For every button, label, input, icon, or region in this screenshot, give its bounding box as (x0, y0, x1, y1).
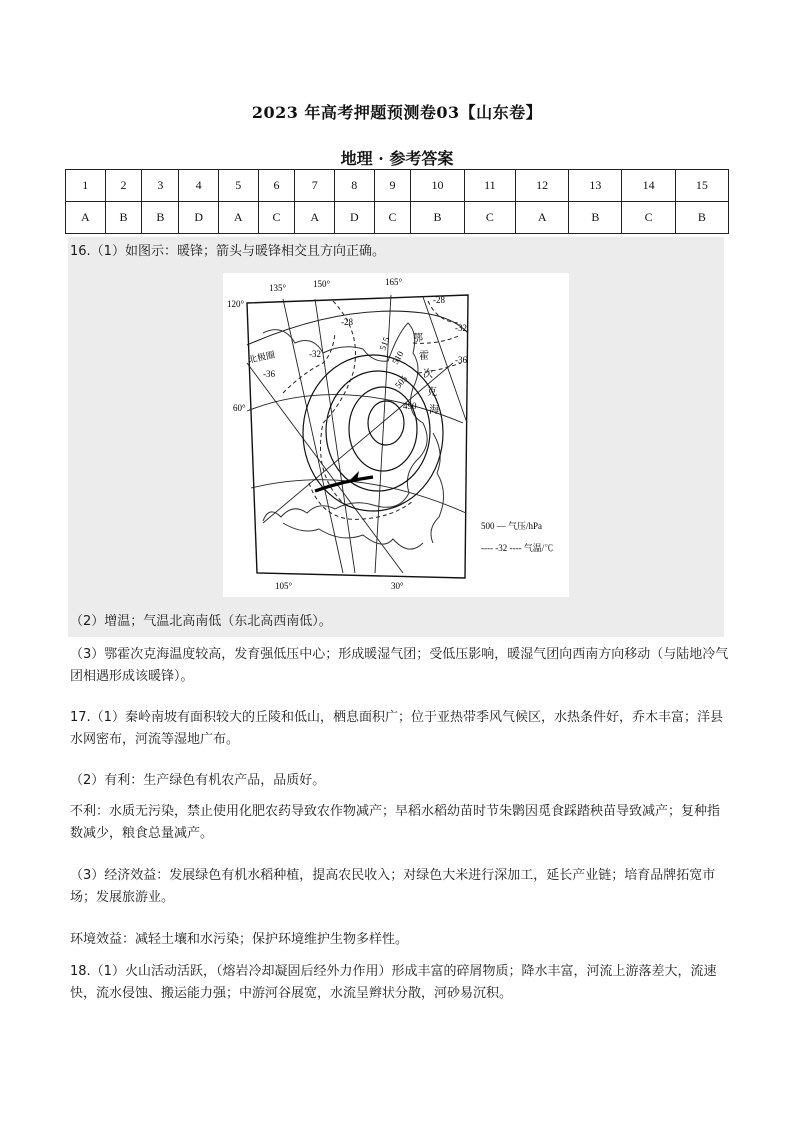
q17-part2-disadvantage: 不利：水质无污染，禁止使用化肥农药导致农作物减产；早稻水稻幼苗时节朱鹮因觅食踩踏秧苗导致减产；复种指数减少，粮食总量减产。 (70, 804, 721, 841)
sea-name-char: 鄂 (413, 333, 423, 344)
lon-label: 135° (269, 283, 287, 293)
answer-cell: B (675, 202, 728, 234)
sea-name-char: 霍 (419, 351, 429, 362)
answer-cell: B (411, 202, 464, 234)
coastline (283, 523, 423, 549)
question-number: 1 (66, 170, 106, 202)
q17-part1: 17.（1）秦岭南坡有面积较大的丘陵和低山，栖息面积广；位于亚热带季风气候区，水热条件好，乔木丰富；洋县水网密布，河流等湿地广布。 (70, 710, 723, 747)
q16-part3: （3）鄂霍次克海温度较高，发育强低压中心；形成暖湿气团；受低压影响，暖湿气团向西南方向移动（与陆地冷气团相遇形成该暖锋）。 (70, 647, 729, 684)
isotherm-label: -36 (455, 355, 467, 365)
meridian-line (283, 299, 343, 573)
sea-name-char: 次 (423, 369, 433, 380)
answer-cell: C (374, 202, 411, 234)
lon-label: 150° (313, 279, 331, 289)
question-number: 3 (142, 170, 179, 202)
question-number: 2 (105, 170, 142, 202)
isotherm-label: -28 (433, 295, 445, 305)
lon-label: 30° (391, 581, 404, 591)
question-number: 11 (464, 170, 515, 202)
answer-row (66, 202, 729, 234)
question-number: 13 (569, 170, 622, 202)
meridian-line (263, 363, 453, 523)
q18-part1: 18.（1）火山活动活跃，（熔岩冷却凝固后经外力作用）形成丰富的碎屑物质；降水丰富，河流上游落差大，流速快，流水侵蚀、搬运能力强；中游河谷展宽，水流呈辫状分散，河砂易沉积。 (70, 964, 717, 1001)
question-number: 9 (374, 170, 411, 202)
q17-environment: 环境效益：减轻土壤和水污染；保护环境维护生物多样性。 (70, 932, 409, 947)
question-number: 12 (516, 170, 569, 202)
page-subtitle: 地理 · 参考答案 (340, 149, 454, 168)
question-number: 15 (675, 170, 728, 202)
isotherm-label: -32 (309, 349, 321, 359)
isobar-line (368, 401, 404, 445)
q16-part2: （2）增温；气温北高南低（东北高西南低）。 (70, 614, 332, 629)
isobar-line (326, 371, 430, 491)
arctic-circle (247, 311, 468, 345)
q17-part3: （3）经济效益：发展绿色有机水稻种植，提高农民收入；对绿色大米进行深加工，延长产业链；培育品牌拓宽市场；发展旅游业。 (70, 868, 716, 905)
isobar-label: 510 (390, 349, 406, 366)
answer-cell: A (218, 202, 258, 234)
lon-label: 120° (227, 299, 245, 309)
answer-cell: C (258, 202, 295, 234)
weather-map-svg (223, 273, 569, 597)
question-number: 4 (179, 170, 219, 202)
isobar-label: 490 (403, 401, 417, 411)
isotherm-line (321, 301, 356, 503)
lon-label: 105° (275, 581, 293, 591)
isotherm-label: -32 (455, 323, 467, 333)
answer-cell: B (569, 202, 622, 234)
page-title: 2023 年高考押题预测卷03【山东卷】 (251, 103, 543, 122)
q17-part2: （2）有利：生产绿色有机农产品，品质好。 (70, 773, 326, 788)
question-number: 5 (218, 170, 258, 202)
lon-label: 165° (385, 277, 403, 287)
sea-name-char: 海 (429, 405, 439, 416)
answer-cell: A (66, 202, 106, 234)
answer-cell: D (179, 202, 219, 234)
answer-cell: C (622, 202, 675, 234)
answer-cell: A (295, 202, 335, 234)
q16-part1: 16.（1）如图示：暖锋；箭头与暖锋相交且方向正确。 (70, 244, 385, 259)
isotherm-label: -28 (341, 317, 353, 327)
parallel-line (251, 480, 466, 513)
answer-cell: D (334, 202, 374, 234)
weather-map (223, 273, 569, 597)
isobar-label: 505 (392, 373, 410, 391)
answer-cell: C (464, 202, 515, 234)
question-number: 8 (334, 170, 374, 202)
isobar-label: 515 (377, 335, 392, 352)
question-number: 14 (622, 170, 675, 202)
answer-cell: B (105, 202, 142, 234)
answer-table (65, 169, 729, 234)
answer-cell: A (516, 202, 569, 234)
legend-isotherm: ---- -32 ---- 气温/℃ (481, 543, 554, 553)
arctic-circle-label: 北极圈 (247, 349, 276, 365)
sea-name-char: 克 (427, 387, 437, 398)
question-number-row (66, 170, 729, 202)
answer-cell: B (142, 202, 179, 234)
lat-label: 60° (233, 403, 246, 413)
question-number: 6 (258, 170, 295, 202)
isotherm-label: -36 (263, 369, 275, 379)
question-number: 10 (411, 170, 464, 202)
question-number: 7 (295, 170, 335, 202)
legend-isobar: 500 — 气压/hPa (481, 521, 543, 531)
